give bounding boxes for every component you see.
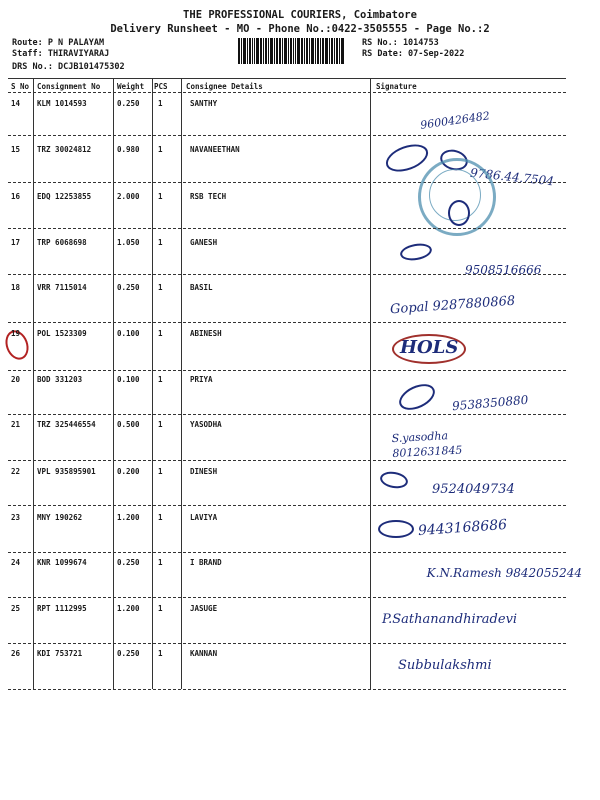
col-header-sno: S No xyxy=(11,82,30,91)
row-consignee: I BRAND xyxy=(190,558,222,567)
col-header-signature: Signature xyxy=(376,82,417,91)
row-pcs: 1 xyxy=(158,99,163,108)
row-signature: 9508516666 xyxy=(465,263,542,277)
row-weight: 1.050 xyxy=(117,238,140,247)
row-signature: 9786.44.7504 xyxy=(469,165,555,189)
row-sno: 15 xyxy=(11,145,21,154)
signature-scribble xyxy=(448,200,470,226)
row-divider xyxy=(8,597,566,598)
row-consignee: BASIL xyxy=(190,283,213,292)
row-divider xyxy=(8,414,566,415)
row-divider xyxy=(8,274,566,275)
route-label: Route: P N PALAYAM xyxy=(12,38,105,48)
barcode xyxy=(238,38,356,64)
row-sno: 23 xyxy=(11,513,21,522)
col-header-consignee: Consignee Details xyxy=(186,82,263,91)
signature-scribble xyxy=(382,139,432,177)
row-consignee: RSB TECH xyxy=(190,192,227,201)
row-signature: 9538350880 xyxy=(451,392,529,414)
row-signature: 9600426482 xyxy=(419,109,491,132)
row-sno: 14 xyxy=(11,99,21,108)
row-consignment: RPT 1112995 xyxy=(37,604,87,613)
row-consignment: BOD 331203 xyxy=(37,375,83,384)
row-weight: 0.980 xyxy=(117,145,140,154)
row-consignee: PRIYA xyxy=(190,375,213,384)
signature-scribble xyxy=(395,379,439,415)
row-sno: 20 xyxy=(11,375,21,384)
drs-number: DRS No.: DCJB101475302 xyxy=(12,62,125,72)
row-sno: 18 xyxy=(11,283,21,292)
row-divider xyxy=(8,322,566,323)
row-pcs: 1 xyxy=(158,604,163,613)
row-signature: HOLS xyxy=(400,337,459,358)
row-pcs: 1 xyxy=(158,467,163,476)
row-divider xyxy=(8,552,566,553)
row-consignee: KANNAN xyxy=(190,649,218,658)
row-consignment: KNR 1099674 xyxy=(37,558,87,567)
row-consignee: DINESH xyxy=(190,467,218,476)
row-weight: 0.100 xyxy=(117,329,140,338)
row-consignment: POL 1523309 xyxy=(37,329,87,338)
row-pcs: 1 xyxy=(158,649,163,658)
col-header-weight: Weight xyxy=(117,82,145,91)
row-divider xyxy=(8,643,566,644)
row-consignment: MNY 190262 xyxy=(37,513,83,522)
row-consignment: KDI 753721 xyxy=(37,649,83,658)
row-weight: 1.200 xyxy=(117,604,140,613)
row-pcs: 1 xyxy=(158,145,163,154)
row-consignee: JASUGE xyxy=(190,604,218,613)
row-consignment: TRP 6068698 xyxy=(37,238,87,247)
col-header-consignment: Consignment No xyxy=(37,82,101,91)
table-top-rule xyxy=(8,78,566,79)
signature-scribble xyxy=(379,470,409,491)
row-sno: 16 xyxy=(11,192,21,201)
row-sno: 25 xyxy=(11,604,21,613)
col-header-pcs: PCS xyxy=(154,82,168,91)
row-weight: 0.250 xyxy=(117,99,140,108)
row-divider xyxy=(8,370,566,371)
row-consignee: YASODHA xyxy=(190,420,222,429)
row-weight: 2.000 xyxy=(117,192,140,201)
row-pcs: 1 xyxy=(158,329,163,338)
row-sno: 19 xyxy=(11,329,21,338)
row-sno: 22 xyxy=(11,467,21,476)
row-consignee: LAVIYA xyxy=(190,513,218,522)
signature-scribble xyxy=(378,520,414,538)
row-signature: 9443168686 xyxy=(417,516,508,540)
table-bottom-rule xyxy=(8,689,566,690)
runsheet-subtitle: Delivery Runsheet - MO - Phone No.:0422-3505555 - Page No.:2 xyxy=(110,23,490,35)
rs-number: RS No.: 1014753 xyxy=(362,38,439,48)
row-signature: S.yasodha 8012631845 xyxy=(391,429,463,461)
rs-date: RS Date: 07-Sep-2022 xyxy=(362,49,465,59)
signature-scribble xyxy=(392,334,466,364)
row-weight: 0.100 xyxy=(117,375,140,384)
row-sno: 24 xyxy=(11,558,21,567)
row-pcs: 1 xyxy=(158,375,163,384)
row-sno: 21 xyxy=(11,420,21,429)
row-weight: 0.250 xyxy=(117,283,140,292)
row-weight: 0.200 xyxy=(117,467,140,476)
row-consignment: VPL 935895901 xyxy=(37,467,96,476)
row-consignee: ABINESH xyxy=(190,329,222,338)
row-pcs: 1 xyxy=(158,513,163,522)
row-consignment: TRZ 30024812 xyxy=(37,145,92,154)
row-consignment: VRR 7115014 xyxy=(37,283,87,292)
row-consignment: EDQ 12253855 xyxy=(37,192,92,201)
row-weight: 1.200 xyxy=(117,513,140,522)
row-signature: 9524049734 xyxy=(432,482,515,497)
row-consignee: NAVANEETHAN xyxy=(190,145,240,154)
row-pcs: 1 xyxy=(158,238,163,247)
row-weight: 0.250 xyxy=(117,558,140,567)
row-sno: 17 xyxy=(11,238,21,247)
row-pcs: 1 xyxy=(158,192,163,201)
row-signature: K.N.Ramesh 9842055244 xyxy=(426,566,582,580)
row-pcs: 1 xyxy=(158,558,163,567)
row-pcs: 1 xyxy=(158,420,163,429)
staff-label: Staff: THIRAVIYARAJ xyxy=(12,49,110,59)
header-bottom-rule xyxy=(8,92,566,93)
row-pcs: 1 xyxy=(158,283,163,292)
signature-scribble xyxy=(399,241,433,262)
row-signature: P.Sathanandhiradevi xyxy=(382,612,518,627)
row-divider xyxy=(8,460,566,461)
row-weight: 0.250 xyxy=(117,649,140,658)
row-signature: Subbulakshmi xyxy=(398,658,492,673)
row-consignment: KLM 1014593 xyxy=(37,99,87,108)
row-sno: 26 xyxy=(11,649,21,658)
row-divider xyxy=(8,505,566,506)
company-title: THE PROFESSIONAL COURIERS, Coimbatore xyxy=(183,9,417,21)
row-weight: 0.500 xyxy=(117,420,140,429)
row-divider xyxy=(8,135,566,136)
row-signature: Gopal 9287880868 xyxy=(389,293,516,318)
row-divider xyxy=(8,228,566,229)
row-consignee: GANESH xyxy=(190,238,218,247)
row-consignee: SANTHY xyxy=(190,99,218,108)
row-consignment: TRZ 325446554 xyxy=(37,420,96,429)
